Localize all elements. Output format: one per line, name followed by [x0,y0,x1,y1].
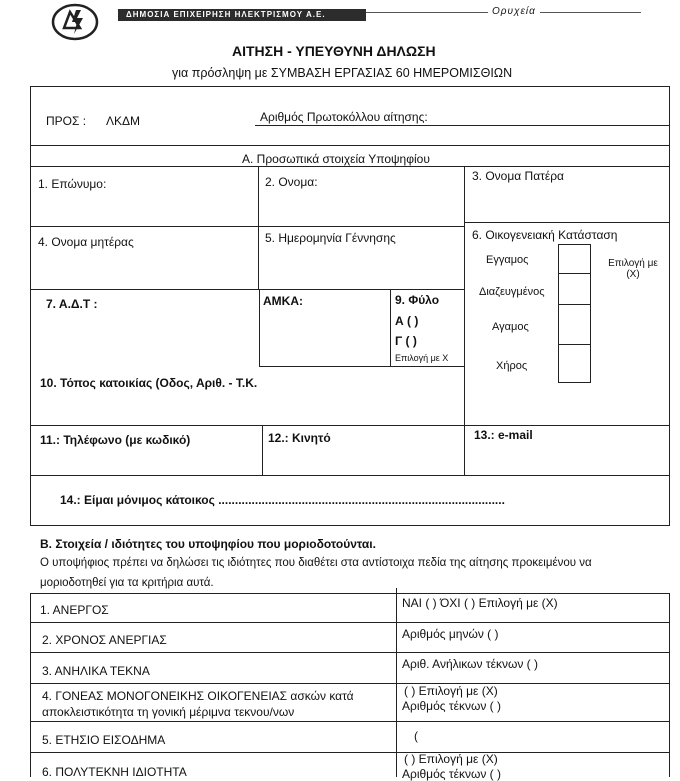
father-label: 3. Ονομα Πατέρα [472,169,564,183]
criterion-label: 5. ΕΤΗΣΙΟ ΕΙΣΟΔΗΜΑ [42,733,166,747]
marital-note: Επιλογή με (Χ) [608,258,658,280]
residence-label: 10. Τόπος κατοικίας (Οδος, Αριθ. - Τ.Κ. [40,376,258,390]
gender-title: 9. Φύλο [395,293,440,307]
criterion-value[interactable]: ( [414,729,418,743]
mobile-label: 12.: Κινητό [268,431,331,445]
criterion-label: 4. ΓΟΝΕΑΣ ΜΟΝΟΓΟΝΕΙΚΗΣ ΟΙΚΟΓΕΝΕΙΑΣ ασκών κατά [42,689,354,703]
marital-option: Εγγαμος [486,254,529,266]
to-label: ΠΡΟΣ : [46,114,87,128]
criterion-label: 2. ΧΡΟΝΟΣ ΑΝΕΡΓΙΑΣ [42,633,167,647]
marital-option: Διαζευγμένος [479,286,545,298]
criterion-value[interactable]: ΝΑΙ ( ) ΌΧΙ ( ) Επιλογή με (Χ) [402,596,558,610]
section-b-title: Β. Στοιχεία / ιδιότητες του υποψηφίου που μοριοδοτούνται. [40,537,376,551]
gender-note: Επιλογή με Χ [395,353,449,363]
section-b-desc: μοριοδοτηθεί για τα κριτήρια αυτά. [40,577,214,589]
widowed-checkbox[interactable] [558,344,591,383]
marital-title: 6. Οικογενειακή Κατάσταση [472,228,618,242]
id-card-label: 7. Α.Δ.Τ : [46,297,98,311]
page-subtitle: για πρόσληψη με ΣΥΜΒΑΣΗ ΕΡΓΑΣΙΑΣ 60 ΗΜΕΡΟΜΙΣΘΙΩΝ [172,66,513,80]
phone-label: 11.: Τηλέφωνο (με κωδικό) [40,433,191,447]
divorced-checkbox[interactable] [558,272,591,305]
criterion-value[interactable]: Αριθ. Ανήλικων τέκνων ( ) [402,657,538,671]
name-label: 2. Ονομα: [265,175,318,189]
criterion-value[interactable]: Αριθμός τέκνων ( ) [402,767,501,781]
logo [50,2,100,42]
section-b-desc: Ο υποψήφιος πρέπει να δηλώσει τις ιδιότητες που διαθέτει στα αντίστοιχα πεδία της αίτησης προκειμένου να [40,557,592,569]
mother-label: 4. Ονομα μητέρας [38,235,134,249]
amka-label: ΑΜΚΑ: [263,294,303,308]
surname-label: 1. Επώνυμο: [38,177,107,191]
single-checkbox[interactable] [558,304,591,345]
criterion-value[interactable]: Αριθμός τέκνων ( ) [402,699,501,713]
to-value: ΛΚΔΜ [106,114,141,128]
birthdate-label: 5. Ημερομηνία Γέννησης [265,231,396,245]
company-name: ΔΗΜΟΣΙΑ ΕΠΙΧΕΙΡΗΣΗ ΗΛΕΚΤΡΙΣΜΟΥ Α.Ε. [126,10,326,19]
criterion-label: αποκλειστικότητα τη γονική μέριμνα τεκνου/νων [42,705,295,719]
marital-option: Χήρος [496,360,528,372]
permanent-resident-label: 14.: Είμαι μόνιμος κάτοικος ...................................................................................... [60,493,505,507]
protocol-label: Αριθμός Πρωτοκόλλου αίτησης: [260,110,428,124]
gender-male[interactable]: Α ( ) [395,314,419,328]
criterion-value[interactable]: ( ) Επιλογή με (Χ) [404,684,498,698]
married-checkbox[interactable] [558,244,591,274]
division-label: Ορυχεία [488,5,540,19]
email-label: 13.: e-mail [474,428,533,442]
criterion-label: 6. ΠΟΛΥΤΕΚΝΗ ΙΔΙΟΤΗΤΑ [42,765,187,779]
criterion-label: 1. ΑΝΕΡΓΟΣ [40,603,109,617]
page-title: ΑΙΤΗΣΗ - ΥΠΕΥΘΥΝΗ ΔΗΛΩΣΗ [232,43,436,59]
marital-option: Αγαμος [492,321,529,333]
criterion-value[interactable]: Αριθμός μηνών ( ) [402,627,499,641]
criterion-label: 3. ΑΝΗΛΙΚΑ ΤΕΚΝΑ [42,664,150,678]
gender-female[interactable]: Γ ( ) [395,334,417,348]
section-a-title: Α. Προσωπικά στοιχεία Υποψηφίου [242,152,430,166]
criterion-value[interactable]: ( ) Επιλογή με (Χ) [404,752,498,766]
